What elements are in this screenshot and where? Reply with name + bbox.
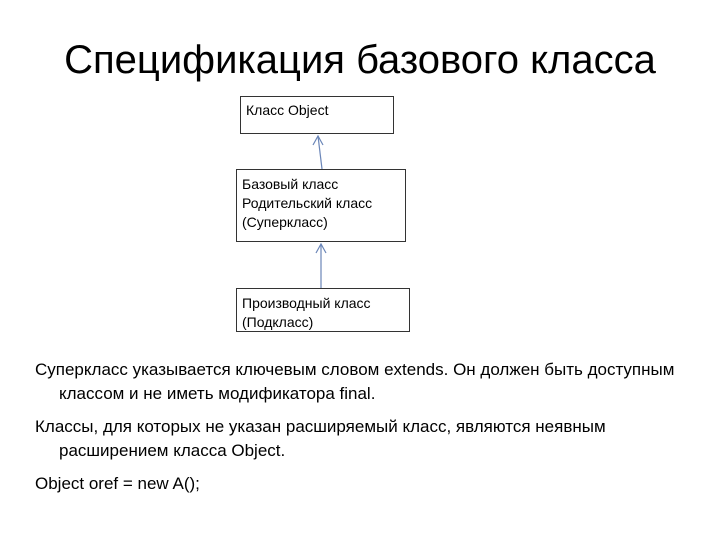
paragraph-implicit-object: Классы, для которых не указан расширяемый класс, являются неявным расширением класса Object.	[35, 417, 606, 460]
arrow-head	[313, 136, 323, 145]
arrow-base-to-object	[313, 136, 323, 169]
box-line: Родительский класс	[242, 195, 373, 211]
class-object-box	[240, 96, 394, 134]
box-line: Класс Object	[246, 102, 329, 118]
box-line: (Суперкласс)	[242, 214, 328, 230]
arrow-head	[316, 244, 326, 253]
derived-class-box	[236, 288, 410, 332]
slide-title: Спецификация базового класса	[64, 38, 656, 82]
box-line: (Подкласс)	[242, 314, 314, 330]
paragraph-extends: Суперкласс указывается ключевым словом extends. Он должен быть доступным классом и не иметь модификатора final.	[35, 360, 675, 403]
box-line: Производный класс	[242, 295, 371, 311]
box-line: Базовый класс	[242, 176, 339, 192]
arrow-derived-to-base	[316, 244, 326, 288]
base-class-box	[236, 169, 406, 242]
slide-body	[35, 358, 685, 505]
arrow-line	[318, 136, 322, 169]
paragraph-code-example: Object oref = new A();	[35, 474, 200, 493]
